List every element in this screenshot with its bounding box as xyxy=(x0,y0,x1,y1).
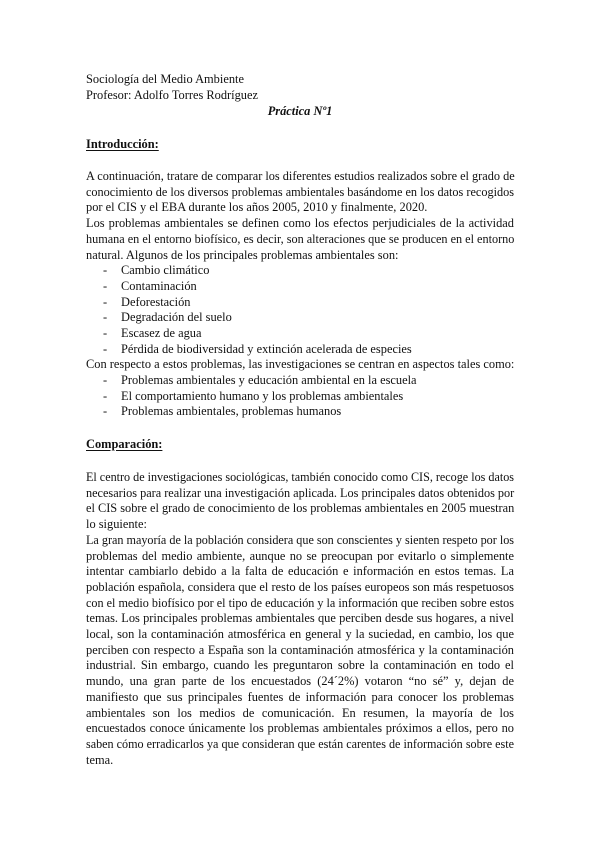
text-line: el CIS sobre el grado de conocimiento de los problemas ambientales en 2005 muestran xyxy=(86,501,515,516)
dash-bullet: - xyxy=(103,404,108,419)
professor-name: Profesor: Adolfo Torres Rodríguez xyxy=(86,87,258,102)
text-line: necesarios para realizar una investigación aplicada. Los principales datos obtenidos por xyxy=(86,485,515,500)
text-line: con el medio biofísico por el tipo de educación y la información que reciben sobre estos xyxy=(86,595,514,610)
dash-bullet: - xyxy=(103,294,108,309)
text-line: tema. xyxy=(86,752,114,767)
text-line: población española, considera que el resto de los países europeos son más respetuosos xyxy=(86,579,514,594)
document-header xyxy=(86,72,514,103)
comparison-paragraph-2 xyxy=(86,533,514,769)
text-line: manifiesto que sus principales fuentes de información para conocer los problemas xyxy=(86,689,514,704)
dash-bullet: - xyxy=(103,388,108,403)
text-line: por el CIS y el EBA durante los años 2005, 2010 y finalmente, 2020. xyxy=(86,200,428,215)
list-item-text: Deforestación xyxy=(121,294,191,309)
list-item-text: Escasez de agua xyxy=(121,325,202,340)
text-line: humana en el entorno biofísico, es decir, son alteraciones que se producen en el entorno xyxy=(86,231,515,246)
intro-section xyxy=(86,169,514,420)
text-line: lo siguiente: xyxy=(86,517,147,532)
intro-paragraph-2 xyxy=(86,216,514,263)
list-item xyxy=(86,310,514,326)
text-line: A continuación, tratare de comparar los diferentes estudios realizados sobre el grado de xyxy=(86,169,515,183)
text-line: intentar cambiarlo debido a la falta de educación e información en estos temas. La xyxy=(86,564,514,579)
list-item-text: Degradación del suelo xyxy=(121,310,232,325)
text-line: industrial. Sin embargo, cuando les preguntaron sobre la contaminación en todo el xyxy=(86,658,514,673)
comparison-paragraph-1 xyxy=(86,470,514,533)
text-line: problemas del medio ambiente, aunque no se preocupan por evitarlo o simplemente xyxy=(86,548,514,563)
intro-paragraph-3: Con respecto a estos problemas, las investigaciones se centran en aspectos tales como: xyxy=(86,357,515,372)
list-item xyxy=(86,389,514,405)
list-item-text: Contaminación xyxy=(121,278,197,293)
list-item-text: Problemas ambientales, problemas humanos xyxy=(121,404,342,419)
list-item-text: Cambio climático xyxy=(121,263,210,278)
text-line: ambientales son los medios de comunicación. En resumen, la mayoría de los xyxy=(86,705,514,720)
text-line: El centro de investigaciones sociológicas, también conocido como CIS, recoge los datos xyxy=(86,470,514,484)
text-line: encuestados conoce únicamente los problemas ambientales próximos a ellos, pero no xyxy=(86,721,514,736)
list-item xyxy=(86,263,514,279)
list-item xyxy=(86,295,514,311)
text-line: La gran mayoría de la población considera que son conscientes y sienten respeto por los xyxy=(86,532,515,547)
comparison-heading: Comparación: xyxy=(86,437,163,451)
text-line: perciben con respecto a España son la contaminación atmosférica y la contaminación xyxy=(86,642,514,657)
research-aspects-list xyxy=(86,373,514,420)
course-name: Sociología del Medio Ambiente xyxy=(86,72,244,86)
list-item xyxy=(86,342,514,358)
intro-paragraph-1 xyxy=(86,169,514,216)
dash-bullet: - xyxy=(103,263,108,278)
list-item xyxy=(86,279,514,295)
comparison-section xyxy=(86,470,514,768)
environmental-problems-list xyxy=(86,263,514,357)
dash-bullet: - xyxy=(103,325,108,340)
list-item xyxy=(86,404,514,420)
text-line: conocimiento de los diversos problemas ambientales basándome en los datos recogidos xyxy=(86,184,514,199)
intro-heading: Introducción: xyxy=(86,137,159,151)
list-item-text: Problemas ambientales y educación ambiental en la escuela xyxy=(121,373,417,388)
text-line: Los problemas ambientales se definen como los efectos perjudiciales de la actividad xyxy=(86,216,514,231)
list-item-text: Pérdida de biodiversidad y extinción acelerada de especies xyxy=(121,341,412,356)
dash-bullet: - xyxy=(103,310,108,325)
text-line: temas. Los principales problemas ambientales que perciben desde sus hogares, a nivel xyxy=(86,611,514,626)
text-line: natural. Algunos de los principales problemas ambientales son: xyxy=(86,247,399,262)
text-line: saben cómo erradicarlos ya que consideran que están carentes de información sobre este xyxy=(86,736,514,751)
list-item-text: El comportamiento humano y los problemas ambientales xyxy=(121,388,404,403)
list-item xyxy=(86,326,514,342)
list-item xyxy=(86,373,514,389)
dash-bullet: - xyxy=(103,341,108,356)
text-line: local, son la contaminación atmosférica en general y la suciedad, en cambio, los que xyxy=(86,627,514,642)
document-title: Práctica Nº1 xyxy=(267,104,333,118)
dash-bullet: - xyxy=(103,278,108,293)
dash-bullet: - xyxy=(103,373,108,388)
text-line: mundo, una gran parte de los encuestados (24´2%) votaron “no sé” y, dejan de xyxy=(86,674,514,689)
